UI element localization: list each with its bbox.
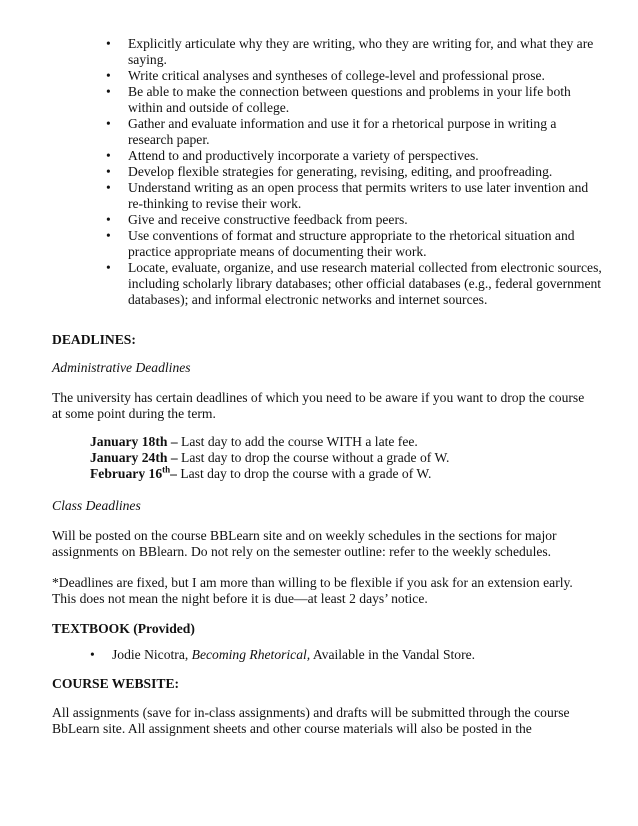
textbook-heading: TEXTBOOK (Provided) [52, 621, 195, 636]
deadline-date: February 16 [90, 466, 163, 481]
outcome-item: • Be able to make the connection between questions and problems in your life both within and outside of college. [104, 84, 604, 116]
deadline-dates-list [90, 434, 449, 482]
deadline-date-row [90, 466, 449, 482]
textbook-availability: Available in the Vandal Store. [310, 647, 476, 662]
outcome-item: • Attend to and productively incorporate a variety of perspectives. [104, 148, 604, 164]
outcome-item: • Locate, evaluate, organize, and use research material collected from electronic sources, including scholarly library databases; other official databases (e.g., federal government databases); and informal electronic networks and internet sources. [104, 260, 604, 308]
outcome-item: • Explicitly articulate why they are writing, who they are writing for, and what they are saying. [104, 36, 604, 68]
deadline-date: January 24th [90, 450, 168, 465]
administrative-deadlines-subheading: Administrative Deadlines [52, 360, 191, 375]
outcome-item: • Give and receive constructive feedback from peers. [104, 212, 604, 228]
deadline-description: Last day to drop the course without a grade of W. [181, 450, 450, 465]
outcome-item: • Understand writing as an open process that permits writers to use later invention and re-thinking to revise their work. [104, 180, 604, 212]
deadline-separator: – [167, 450, 182, 465]
textbook-list [90, 647, 475, 663]
class-deadlines-text: Will be posted on the course BBLearn site and on weekly schedules in the sections for major assignments on BBlearn. Do not rely on the semester outline: refer to the weekly schedules. [52, 528, 557, 559]
deadline-description: Last day to add the course WITH a late fee. [181, 434, 418, 449]
administrative-deadlines-text: The university has certain deadlines of which you need to be aware if you want to drop the course at some point during the term. [52, 390, 585, 421]
deadline-separator: – [167, 434, 182, 449]
textbook-author: Jodie Nicotra, [112, 647, 192, 662]
outcome-item: • Write critical analyses and syntheses of college-level and professional prose. [104, 68, 604, 84]
deadlines-heading: DEADLINES: [52, 332, 136, 347]
textbook-title: Becoming Rhetorical, [191, 647, 311, 662]
deadline-date: January 18th [90, 434, 168, 449]
textbook-item [90, 647, 475, 663]
outcome-item: • Gather and evaluate information and use it for a rhetorical purpose in writing a research paper. [104, 116, 604, 148]
outcome-item: • Develop flexible strategies for generating, revising, editing, and proofreading. [104, 164, 604, 180]
deadline-description: Last day to drop the course with a grade of W. [180, 466, 432, 481]
deadline-date-row [90, 434, 449, 450]
class-deadlines-subheading: Class Deadlines [52, 498, 141, 513]
course-website-text: All assignments (save for in-class assignments) and drafts will be submitted through the course BbLearn site. All assignment sheets and other course materials will also be posted in the [52, 705, 570, 736]
outcome-item: • Use conventions of format and structure appropriate to the rhetorical situation and practice appropriate means of documenting their work. [104, 228, 604, 260]
deadline-date-suffix: th [162, 464, 171, 475]
deadline-date-row [90, 450, 449, 466]
deadlines-note: *Deadlines are fixed, but I am more than willing to be flexible if you ask for an extension early. This does not mean the night before it is due—at least 2 days’ notice. [52, 575, 573, 606]
deadline-separator: – [170, 466, 181, 481]
learning-outcomes-list [104, 36, 604, 308]
course-website-heading: COURSE WEBSITE: [52, 676, 180, 691]
